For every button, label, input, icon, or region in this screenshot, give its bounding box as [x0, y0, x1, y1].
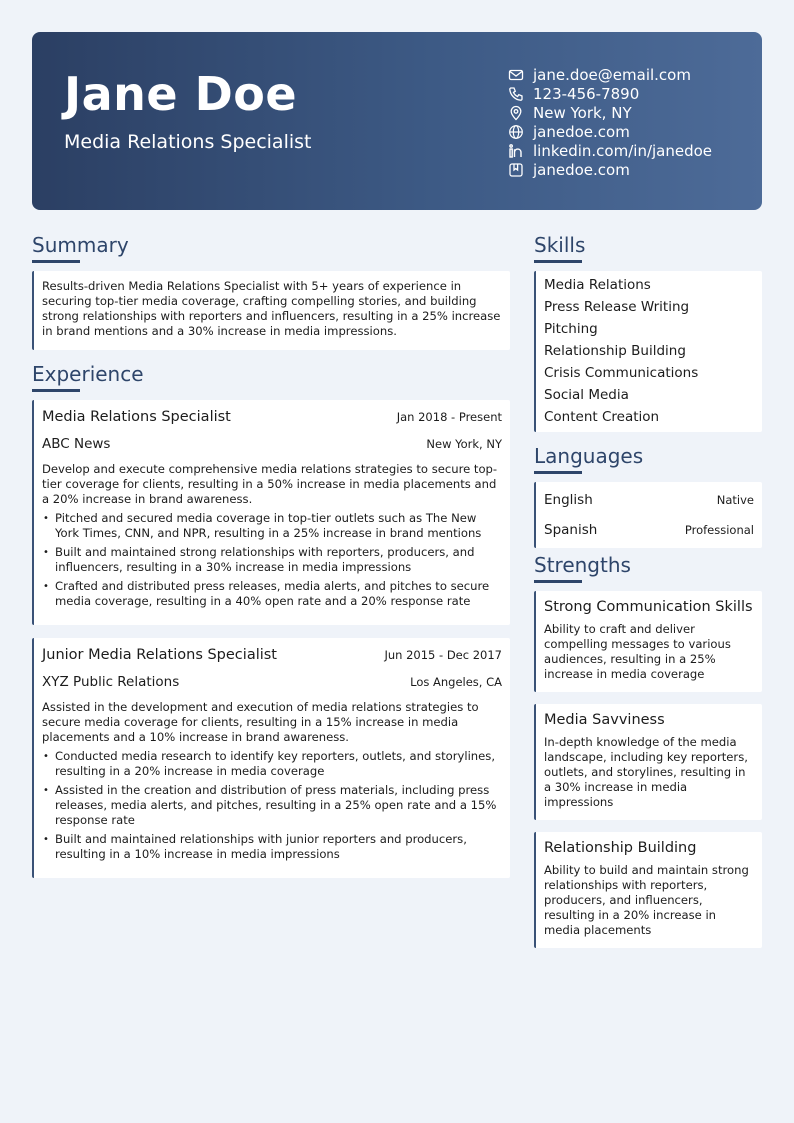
experience-item: [32, 638, 510, 878]
skills-heading: Skills: [534, 233, 762, 263]
contact-linkedin[interactable]: [508, 141, 758, 160]
language-level: Professional: [684, 523, 754, 537]
contact-website-text: janedoe.com: [533, 122, 630, 141]
job-bullets: [42, 749, 502, 862]
job-location: Los Angeles, CA: [410, 675, 502, 689]
candidate-role: Media Relations Specialist: [64, 131, 312, 153]
contact-location-text: New York, NY: [533, 103, 632, 122]
job-dates: Jun 2015 - Dec 2017: [384, 648, 502, 662]
skill-item: Content Creation: [544, 409, 660, 425]
language-row: [544, 485, 754, 515]
summary-heading: Summary: [32, 233, 510, 263]
experience-section: [32, 362, 510, 878]
bookmark-icon: [508, 162, 524, 178]
language-name: English: [544, 492, 593, 508]
language-name: Spanish: [544, 522, 598, 538]
contact-phone-text: 123-456-7890: [533, 84, 640, 103]
experience-heading: Experience: [32, 362, 510, 392]
experience-item: [32, 400, 510, 625]
job-company: XYZ Public Relations: [42, 674, 180, 690]
job-bullet: • Built and maintained strong relationships with reporters, producers, and influencers, resulting in a 30% increase in media impressions: [42, 545, 502, 575]
contact-email[interactable]: [508, 65, 758, 84]
languages-heading: Languages: [534, 444, 762, 474]
skill-item: Pitching: [544, 321, 598, 337]
contact-phone[interactable]: [508, 84, 758, 103]
summary-card: [32, 271, 510, 350]
strengths-section: [534, 553, 762, 948]
summary-text: Results-driven Media Relations Specialist with 5+ years of experience in securing top-tier media coverage, crafting compelling stories, and building strong relationships with reporters and influencers, resulting in a 25% increase in brand mentions and a 30% increase in media impressions.: [42, 279, 501, 338]
strength-text: Ability to craft and deliver compelling messages to various audiences, resulting in a 25% increase in media coverage: [544, 622, 731, 681]
contact-portfolio-text: janedoe.com: [533, 160, 630, 179]
skills-card: [534, 271, 762, 432]
strength-title: Relationship Building: [544, 840, 697, 856]
main-column: [32, 233, 510, 350]
strength-title: Strong Communication Skills: [544, 599, 753, 615]
strength-card: [534, 832, 762, 948]
strength-text: In-depth knowledge of the media landscape, including key reporters, outlets, and storylines, resulting in a 30% increase in media impressions: [544, 735, 748, 809]
job-title: Junior Media Relations Specialist: [42, 647, 277, 663]
contact-website[interactable]: [508, 122, 758, 141]
job-title: Media Relations Specialist: [42, 409, 231, 425]
strengths-heading: Strengths: [534, 553, 762, 583]
mail-icon: [508, 67, 524, 83]
job-company: ABC News: [42, 436, 111, 452]
skill-item: Social Media: [544, 387, 629, 403]
skill-item: Relationship Building: [544, 343, 686, 359]
contact-email-text: jane.doe@email.com: [533, 65, 691, 84]
contact-location: [508, 103, 758, 122]
location-pin-icon: [508, 105, 524, 121]
contact-linkedin-text: linkedin.com/in/janedoe: [533, 141, 713, 160]
globe-icon: [508, 124, 524, 140]
strength-title: Media Savviness: [544, 712, 665, 728]
language-row: [544, 515, 754, 545]
skill-item: Press Release Writing: [544, 299, 690, 315]
strength-card: [534, 704, 762, 820]
job-bullet: • Built and maintained relationships with junior reporters and producers, resulting in a 10% increase in media impressions: [42, 832, 502, 862]
skill-item: Media Relations: [544, 277, 651, 293]
job-location: New York, NY: [426, 437, 502, 451]
languages-section: [534, 444, 762, 548]
header-banner: [32, 32, 762, 210]
job-bullet: • Pitched and secured media coverage in top-tier outlets such as The New York Times, CNN, and NPR, resulting in a 25% increase in brand mentions: [42, 511, 502, 541]
job-description: Develop and execute comprehensive media relations strategies to secure top-tier coverage for clients, resulting in a 50% increase in media placements and a 20% increase in brand awareness.: [42, 462, 498, 506]
language-level: Native: [716, 493, 754, 507]
contact-portfolio[interactable]: [508, 160, 758, 179]
job-bullets: [42, 511, 502, 609]
job-bullet: • Crafted and distributed press releases, media alerts, and pitches to secure media coverage, resulting in a 40% open rate and a 20% response rate: [42, 579, 502, 609]
strength-card: [534, 591, 762, 692]
job-bullet: • Conducted media research to identify key reporters, outlets, and storylines, resulting in a 20% increase in media coverage: [42, 749, 502, 779]
phone-icon: [508, 86, 524, 102]
job-description: Assisted in the development and execution of media relations strategies to secure media coverage for clients, resulting in a 15% increase in media placements and a 10% increase in brand awareness.: [42, 700, 479, 744]
job-dates: Jan 2018 - Present: [396, 410, 502, 424]
skill-item: Crisis Communications: [544, 365, 699, 381]
contact-list: [508, 65, 758, 179]
skills-section: [534, 233, 762, 432]
job-bullet: • Assisted in the creation and distribution of press materials, including press releases, media alerts, and pitches, resulting in a 25% open rate and a 15% response rate: [42, 783, 502, 828]
strength-text: Ability to build and maintain strong relationships with reporters, producers, and influencers, resulting in a 20% increase in media placements: [544, 863, 749, 937]
candidate-name: Jane Doe: [64, 67, 298, 121]
languages-card: [534, 482, 762, 548]
linkedin-icon: [508, 143, 524, 159]
